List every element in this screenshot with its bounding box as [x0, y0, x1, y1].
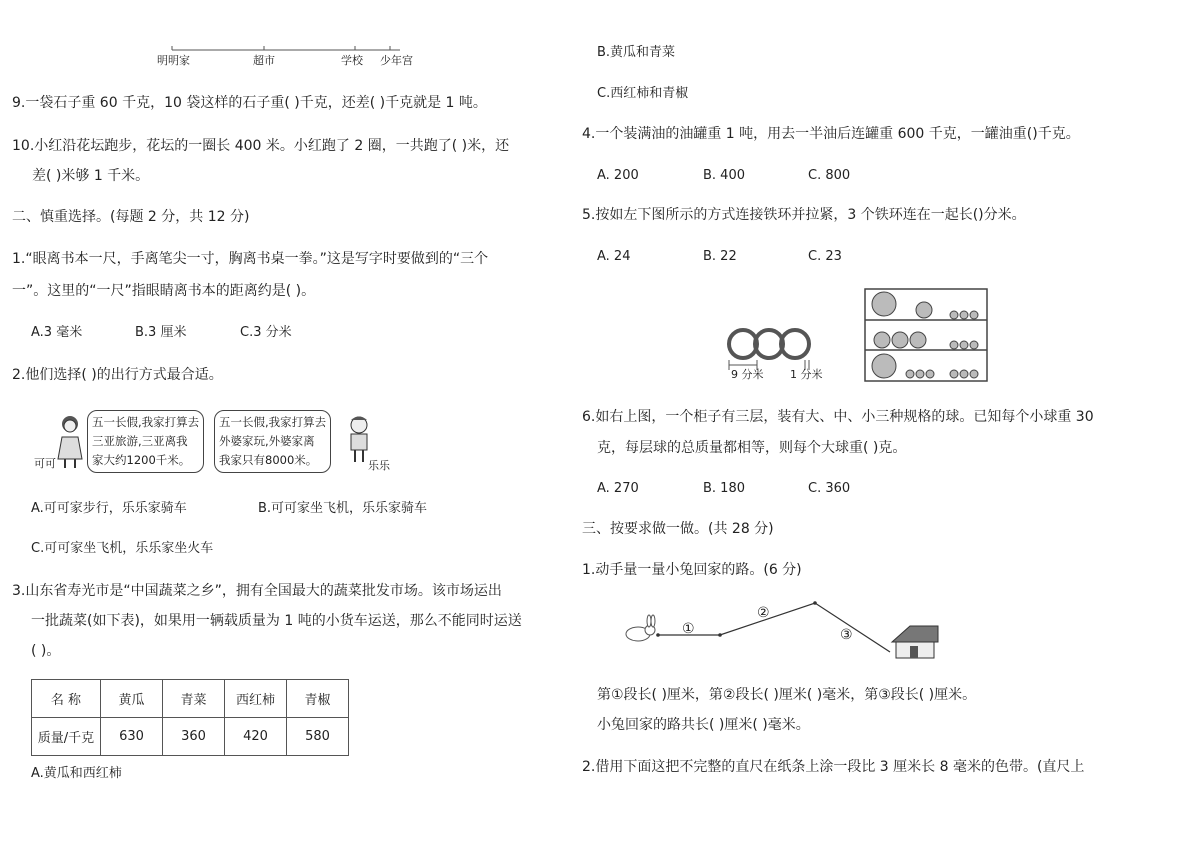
table-header-row — [32, 680, 349, 718]
table-header-cell: 青椒 — [287, 680, 349, 718]
ball-cabinet-figure — [864, 288, 989, 383]
table-cell: 360 — [163, 718, 225, 756]
speech-bubble-keke — [87, 410, 204, 473]
route-label-home: 明明家 — [157, 54, 190, 67]
choice-4-stem: 4.一个装满油的油罐重 1 吨，用去一半油后连罐重 600 千克，一罐油重()千克。 — [582, 126, 1080, 142]
house-icon — [892, 626, 938, 658]
question-9: 9.一袋石子重 60 千克，10 袋这样的石子重( )千克，还差( )千克就是 1 吨。 — [12, 95, 487, 111]
section-3-heading: 三、按要求做一做。(共 28 分) — [582, 521, 774, 537]
iron-rings-figure — [722, 322, 832, 372]
choice-3-line3: ( )。 — [31, 643, 61, 659]
segment-label-1: ① — [682, 621, 695, 637]
choice-3-option-c: C.西红柿和青椒 — [597, 86, 689, 101]
rabbit-icon — [626, 615, 655, 641]
choice-6-option-a: A. 270 — [597, 481, 639, 496]
choice-1-option-b: B.3 厘米 — [135, 325, 187, 340]
bubble-lele-line: 我家只有8000米。 — [219, 453, 318, 467]
choice-6-line2: 克，每层球的总质量都相等，则每个大球重( )克。 — [597, 440, 907, 456]
speech-bubble-lele — [214, 410, 331, 473]
ring-label-1dm: 1 分米 — [790, 368, 823, 381]
bubble-keke-line: 五一长假,我家打算去 — [92, 415, 200, 429]
girl-illustration — [56, 415, 86, 470]
question-10-line1: 10.小红沿花坛跑步，花坛的一圈长 400 米。小红跑了 2 圈，一共跑了( )米，还 — [12, 138, 510, 154]
choice-4-option-a: A. 200 — [597, 168, 639, 183]
table-cell: 630 — [101, 718, 163, 756]
choice-3-option-a: A.黄瓜和西红柿 — [31, 766, 122, 781]
choice-3-option-b: B.黄瓜和青菜 — [597, 45, 676, 60]
choice-5-option-a: A. 24 — [597, 249, 631, 264]
question-10-line2: 差( )米够 1 千米。 — [32, 168, 150, 184]
table-header-cell: 西红柿 — [225, 680, 287, 718]
choice-5-option-c: C. 23 — [808, 249, 842, 264]
choice-6-option-b: B. 180 — [703, 481, 745, 496]
choice-1-option-c: C.3 分米 — [240, 325, 292, 340]
table-header-cell: 黄瓜 — [101, 680, 163, 718]
choice-5-option-b: B. 22 — [703, 249, 737, 264]
problem-1-stem: 1.动手量一量小兔回家的路。(6 分) — [582, 562, 802, 578]
ring-label-9dm: 9 分米 — [731, 368, 764, 381]
route-label-school: 学校 — [341, 54, 363, 67]
choice-2-option-b: B.可可家坐飞机，乐乐家骑车 — [258, 501, 428, 516]
table-header-cell: 名 称 — [32, 680, 101, 718]
choice-2-stem: 2.他们选择( )的出行方式最合适。 — [12, 367, 223, 383]
choice-1-line2: 一”。这里的“一尺”指眼睛离书本的距离约是( )。 — [12, 283, 316, 299]
choice-4-option-c: C. 800 — [808, 168, 851, 183]
choice-5-stem: 5.按如左下图所示的方式连接铁环并拉紧，3 个铁环连在一起长()分米。 — [582, 207, 1026, 223]
choice-2-option-c: C.可可家坐飞机，乐乐家坐火车 — [31, 541, 214, 556]
table-header-cell: 青菜 — [163, 680, 225, 718]
problem-1-fill-line2: 小兔回家的路共长( )厘米( )毫米。 — [597, 717, 810, 733]
problem-1-fill-line1: 第①段长( )厘米，第②段长( )厘米( )毫米，第③段长( )厘米。 — [597, 687, 977, 703]
bubble-keke-line: 家大约1200千米。 — [92, 453, 191, 467]
segment-label-3: ③ — [840, 627, 853, 643]
bubble-lele-line: 外婆家玩,外婆家离 — [219, 434, 315, 448]
choice-1-option-a: A.3 毫米 — [31, 325, 83, 340]
route-label-market: 超市 — [253, 54, 275, 67]
table-row — [32, 718, 349, 756]
choice-3-line2: 一批蔬菜(如下表)，如果用一辆载质量为 1 吨的小货车运送，那么不能同时运送 — [31, 613, 522, 629]
rabbit-path-figure — [620, 600, 945, 665]
vegetable-table — [31, 679, 349, 756]
table-cell: 420 — [225, 718, 287, 756]
choice-2-option-a: A.可可家步行，乐乐家骑车 — [31, 501, 187, 516]
route-label-palace: 少年宫 — [380, 54, 413, 67]
segment-label-2: ② — [757, 605, 770, 621]
bubble-keke-line: 三亚旅游,三亚离我 — [92, 434, 188, 448]
choice-1-line1: 1.“眼离书本一尺，手离笔尖一寸，胸离书桌一拳。”这是写字时要做到的“三个 — [12, 251, 489, 267]
table-cell: 580 — [287, 718, 349, 756]
bubble-lele-line: 五一长假,我家打算去 — [219, 415, 327, 429]
choice-3-line1: 3.山东省寿光市是“中国蔬菜之乡”，拥有全国最大的蔬菜批发市场。该市场运出 — [12, 583, 502, 599]
name-keke: 可可 — [34, 457, 56, 470]
problem-2-stem: 2.借用下面这把不完整的直尺在纸条上涂一段比 3 厘米长 8 毫米的色带。(直尺上 — [582, 759, 1085, 775]
choice-4-option-b: B. 400 — [703, 168, 745, 183]
section-2-heading: 二、慎重选择。(每题 2 分，共 12 分) — [12, 209, 250, 225]
choice-6-option-c: C. 360 — [808, 481, 851, 496]
name-lele: 乐乐 — [368, 459, 390, 472]
choice-6-line1: 6.如右上图，一个柜子有三层，装有大、中、小三种规格的球。已知每个小球重 30 — [582, 409, 1094, 425]
table-cell: 质量/千克 — [32, 718, 101, 756]
